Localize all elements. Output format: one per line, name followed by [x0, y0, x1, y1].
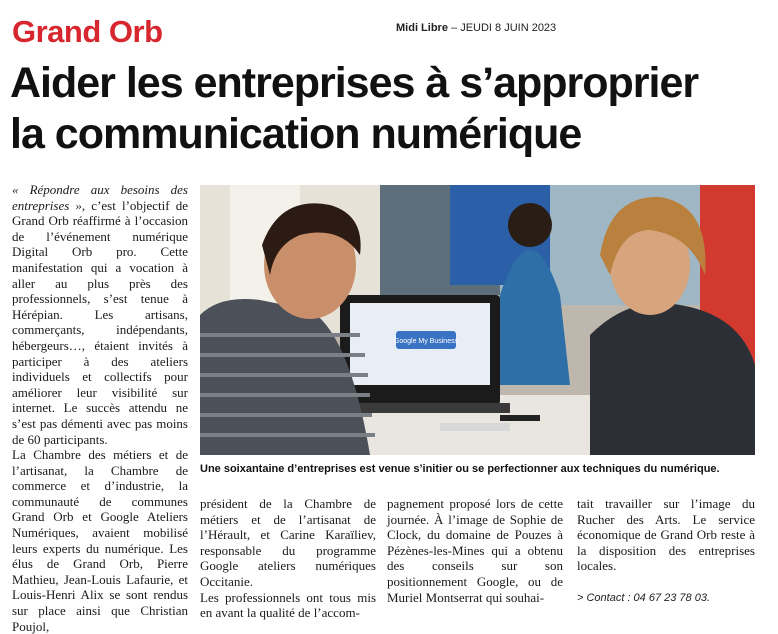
- contact-line: > Contact : 04 67 23 78 03.: [577, 592, 711, 604]
- date-separator: –: [447, 22, 461, 34]
- intro-quote: « Répondre aux besoins des entreprises »: [12, 182, 188, 213]
- paragraph-professionals: Les professionnels ont tous mis en avant la qualité de l’accom-: [200, 589, 376, 621]
- headline-line-2: la communication numérique: [10, 110, 582, 158]
- paragraph-examples: pagnement proposé lors de cette journée. À l’image de Sophie de Clock, du domaine de Pouzes à Pézènes-les-Mines qui a obtenu des conseils sur son positionnement Google, ou de Muriel Montserrat qui souhai-: [387, 496, 563, 605]
- screen-label: Google My Business: [393, 338, 459, 345]
- publication-name: Midi Libre: [396, 22, 448, 34]
- publication-date: JEUDI 8 JUIN 2023: [460, 22, 557, 34]
- photo-caption: Une soixantaine d’entreprises est venue s’initier ou se perfectionner aux techniques du numérique.: [200, 463, 720, 475]
- article-column-2: [200, 496, 376, 621]
- paragraph-intro: [12, 182, 188, 447]
- publication-meta: [396, 22, 556, 34]
- paragraph-service: tait travailler sur l’image du Rucher des Arts. Le service économique de Grand Orb reste à la disposition des entreprises locales.: [577, 496, 755, 574]
- intro-text: , c’est l’objectif de Grand Orb réaffirmé à l’occasion de l’événement numérique Digital Orb pro. Cette manifestation qui a vocation à aller au plus près des professionnels, s’est tenue à Hérépian. Les artisans, commerçants, indépendants, hébergeurs…, étaient invités à participer à des ateliers individuels et collectifs pour améliorer leur visibilité sur internet. Le succès attendu ne s’est pas démenti avec pas moins de 60 participants.: [12, 197, 188, 447]
- headline: [10, 58, 770, 160]
- paragraph-chamber: président de la Chambre de métiers et de l’artisanat de l’Hérault, et Carine Karaïliev, responsable du programme Google ateliers numériques Occitanie.: [200, 496, 376, 589]
- paragraph-partners: La Chambre des métiers et de l’artisanat, la Chambre de commerce et d’industrie, la communauté de communes Grand Orb et Google Ateliers Numériques, avaient mobilisé leurs experts du numérique. Les élus de Grand Orb, Pierre Mathieu, Jean-Louis Lafaurie, et Louis-Henri Alix se sont rendus sur place ainsi que Christian Poujol,: [12, 447, 188, 634]
- headline-line-1: Aider les entreprises à s’approprier: [10, 59, 699, 107]
- article-photo: [200, 185, 755, 455]
- section-title: Grand Orb: [12, 14, 163, 49]
- article-column-1: [12, 182, 188, 634]
- article-column-3: [387, 496, 563, 605]
- photo-illustration: [200, 185, 755, 455]
- article-column-4: [577, 496, 755, 574]
